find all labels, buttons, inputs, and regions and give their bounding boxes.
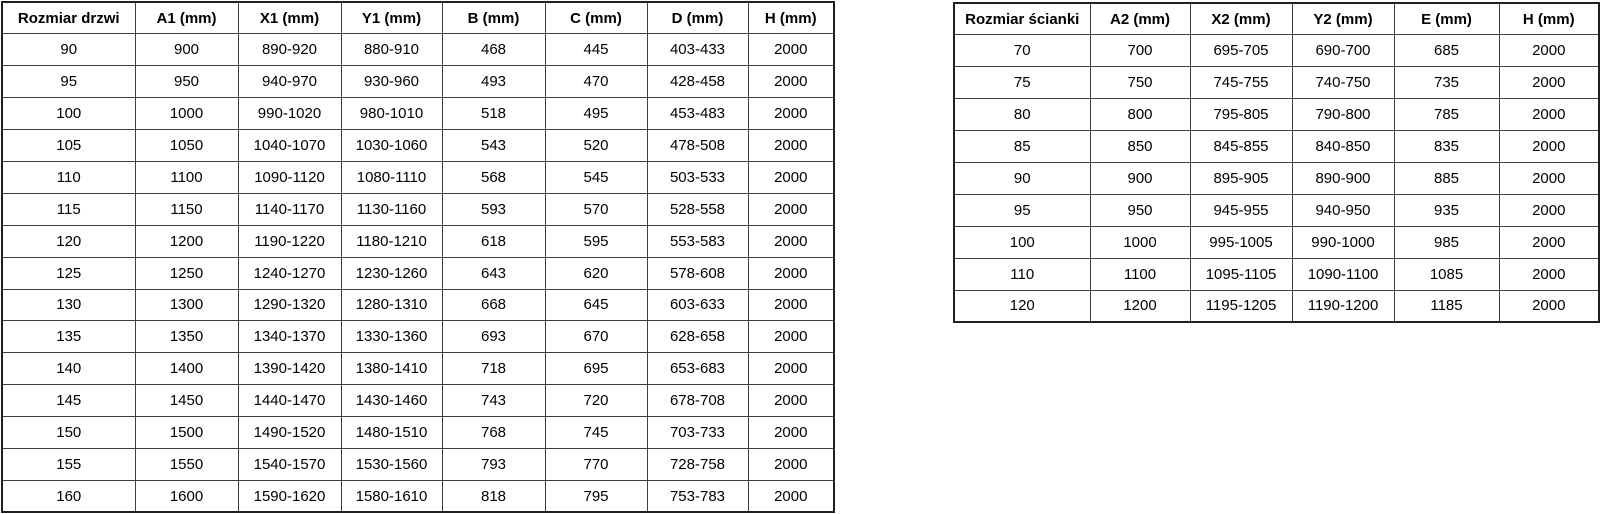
- table-cell: 1190-1220: [238, 225, 341, 257]
- table-cell: 593: [442, 193, 545, 225]
- table-cell: 2000: [748, 385, 834, 417]
- table-row: [954, 258, 1599, 290]
- table-cell: 735: [1394, 67, 1499, 99]
- table-row: [2, 353, 834, 385]
- column-header: H (mm): [1499, 3, 1599, 35]
- table-cell: 670: [545, 321, 647, 353]
- table-cell: 160: [2, 480, 135, 512]
- table-cell: 80: [954, 99, 1090, 131]
- table-cell: 1300: [135, 289, 238, 321]
- table-cell: 568: [442, 161, 545, 193]
- table-cell: 795: [545, 480, 647, 512]
- header-row: [2, 2, 834, 34]
- table-cell: 620: [545, 257, 647, 289]
- table-cell: 720: [545, 385, 647, 417]
- table-cell: 1100: [135, 161, 238, 193]
- column-header: H (mm): [748, 2, 834, 34]
- table-cell: 1150: [135, 193, 238, 225]
- table-cell: 1350: [135, 321, 238, 353]
- table-cell: 940-950: [1292, 194, 1394, 226]
- table-cell: 1380-1410: [341, 353, 442, 385]
- table-cell: 930-960: [341, 66, 442, 98]
- table-cell: 1440-1470: [238, 385, 341, 417]
- table-cell: 120: [2, 225, 135, 257]
- table-cell: 603-633: [647, 289, 748, 321]
- table-cell: 785: [1394, 99, 1499, 131]
- table-cell: 110: [954, 258, 1090, 290]
- table-cell: 2000: [1499, 35, 1599, 67]
- table-cell: 668: [442, 289, 545, 321]
- table-cell: 890-920: [238, 34, 341, 66]
- table-cell: 1450: [135, 385, 238, 417]
- table-cell: 990-1020: [238, 98, 341, 130]
- table-cell: 70: [954, 35, 1090, 67]
- table-row: [954, 162, 1599, 194]
- table-cell: 695: [545, 353, 647, 385]
- table-cell: 595: [545, 225, 647, 257]
- table-cell: 795-805: [1190, 99, 1292, 131]
- table-row: [2, 385, 834, 417]
- column-header: Rozmiar ścianki: [954, 3, 1090, 35]
- table-cell: 1095-1105: [1190, 258, 1292, 290]
- table-cell: 1400: [135, 353, 238, 385]
- table-cell: 818: [442, 480, 545, 512]
- table-cell: 845-855: [1190, 131, 1292, 163]
- table-cell: 2000: [1499, 67, 1599, 99]
- table-cell: 793: [442, 448, 545, 480]
- table-row: [2, 161, 834, 193]
- column-header: A2 (mm): [1090, 3, 1190, 35]
- table-row: [2, 225, 834, 257]
- table-cell: 1000: [135, 98, 238, 130]
- table-cell: 493: [442, 66, 545, 98]
- table-cell: 1430-1460: [341, 385, 442, 417]
- table-cell: 2000: [1499, 226, 1599, 258]
- table-cell: 1140-1170: [238, 193, 341, 225]
- table-cell: 1100: [1090, 258, 1190, 290]
- table-cell: 105: [2, 130, 135, 162]
- table-cell: 75: [954, 67, 1090, 99]
- table-cell: 2000: [1499, 162, 1599, 194]
- table-cell: 2000: [1499, 258, 1599, 290]
- table-cell: 95: [954, 194, 1090, 226]
- table-cell: 1600: [135, 480, 238, 512]
- table-cell: 2000: [1499, 194, 1599, 226]
- table-cell: 150: [2, 417, 135, 449]
- table-row: [2, 417, 834, 449]
- table-cell: 728-758: [647, 448, 748, 480]
- table-cell: 1500: [135, 417, 238, 449]
- table-row: [2, 130, 834, 162]
- door-size-table: [1, 1, 835, 513]
- door-table-header: [2, 2, 834, 34]
- table-cell: 1050: [135, 130, 238, 162]
- table-cell: 935: [1394, 194, 1499, 226]
- table-cell: 645: [545, 289, 647, 321]
- header-row: [954, 3, 1599, 35]
- table-cell: 745-755: [1190, 67, 1292, 99]
- table-cell: 428-458: [647, 66, 748, 98]
- table-cell: 2000: [748, 161, 834, 193]
- table-cell: 2000: [748, 417, 834, 449]
- table-cell: 468: [442, 34, 545, 66]
- table-cell: 1130-1160: [341, 193, 442, 225]
- table-cell: 695-705: [1190, 35, 1292, 67]
- table-cell: 685: [1394, 35, 1499, 67]
- table-cell: 130: [2, 289, 135, 321]
- table-cell: 1090-1100: [1292, 258, 1394, 290]
- column-header: D (mm): [647, 2, 748, 34]
- table-cell: 750: [1090, 67, 1190, 99]
- table-cell: 2000: [748, 353, 834, 385]
- table-cell: 2000: [748, 257, 834, 289]
- table-cell: 990-1000: [1292, 226, 1394, 258]
- table-cell: 1230-1260: [341, 257, 442, 289]
- table-cell: 1280-1310: [341, 289, 442, 321]
- table-cell: 1040-1070: [238, 130, 341, 162]
- table-cell: 140: [2, 353, 135, 385]
- table-cell: 120: [954, 290, 1090, 322]
- table-cell: 545: [545, 161, 647, 193]
- table-cell: 850: [1090, 131, 1190, 163]
- table-cell: 1030-1060: [341, 130, 442, 162]
- table-cell: 543: [442, 130, 545, 162]
- table-cell: 835: [1394, 131, 1499, 163]
- column-header: X1 (mm): [238, 2, 341, 34]
- table-cell: 125: [2, 257, 135, 289]
- column-header: Y2 (mm): [1292, 3, 1394, 35]
- table-cell: 890-900: [1292, 162, 1394, 194]
- table-cell: 618: [442, 225, 545, 257]
- table-cell: 1080-1110: [341, 161, 442, 193]
- column-header: Y1 (mm): [341, 2, 442, 34]
- table-cell: 1290-1320: [238, 289, 341, 321]
- wall-table-header: [954, 3, 1599, 35]
- table-cell: 155: [2, 448, 135, 480]
- table-cell: 553-583: [647, 225, 748, 257]
- table-cell: 1200: [1090, 290, 1190, 322]
- table-cell: 2000: [748, 480, 834, 512]
- door-table-body: [2, 34, 834, 512]
- table-cell: 1240-1270: [238, 257, 341, 289]
- table-cell: 980-1010: [341, 98, 442, 130]
- table-cell: 653-683: [647, 353, 748, 385]
- table-cell: 2000: [748, 289, 834, 321]
- table-row: [954, 131, 1599, 163]
- table-cell: 520: [545, 130, 647, 162]
- table-cell: 628-658: [647, 321, 748, 353]
- table-cell: 95: [2, 66, 135, 98]
- table-cell: 90: [2, 34, 135, 66]
- table-cell: 740-750: [1292, 67, 1394, 99]
- table-cell: 2000: [748, 66, 834, 98]
- wall-table-body: [954, 35, 1599, 322]
- table-cell: 495: [545, 98, 647, 130]
- table-row: [2, 448, 834, 480]
- table-cell: 453-483: [647, 98, 748, 130]
- table-cell: 700: [1090, 35, 1190, 67]
- table-cell: 135: [2, 321, 135, 353]
- table-cell: 1540-1570: [238, 448, 341, 480]
- table-row: [2, 98, 834, 130]
- table-cell: 2000: [1499, 290, 1599, 322]
- table-cell: 2000: [1499, 99, 1599, 131]
- table-cell: 478-508: [647, 130, 748, 162]
- table-cell: 690-700: [1292, 35, 1394, 67]
- wall-size-table: [953, 2, 1600, 323]
- table-cell: 1590-1620: [238, 480, 341, 512]
- table-cell: 800: [1090, 99, 1190, 131]
- column-header: Rozmiar drzwi: [2, 2, 135, 34]
- table-cell: 1250: [135, 257, 238, 289]
- table-cell: 885: [1394, 162, 1499, 194]
- table-row: [2, 257, 834, 289]
- table-cell: 1090-1120: [238, 161, 341, 193]
- table-cell: 880-910: [341, 34, 442, 66]
- table-cell: 2000: [748, 193, 834, 225]
- table-cell: 110: [2, 161, 135, 193]
- table-cell: 2000: [748, 321, 834, 353]
- table-cell: 950: [135, 66, 238, 98]
- table-row: [2, 34, 834, 66]
- table-cell: 1330-1360: [341, 321, 442, 353]
- table-cell: 770: [545, 448, 647, 480]
- table-cell: 2000: [1499, 131, 1599, 163]
- table-cell: 1180-1210: [341, 225, 442, 257]
- table-row: [2, 321, 834, 353]
- table-cell: 1000: [1090, 226, 1190, 258]
- table-cell: 2000: [748, 34, 834, 66]
- table-cell: 2000: [748, 225, 834, 257]
- table-row: [2, 480, 834, 512]
- table-cell: 100: [954, 226, 1090, 258]
- table-cell: 643: [442, 257, 545, 289]
- table-cell: 753-783: [647, 480, 748, 512]
- table-cell: 2000: [748, 130, 834, 162]
- table-cell: 470: [545, 66, 647, 98]
- table-cell: 895-905: [1190, 162, 1292, 194]
- table-cell: 1195-1205: [1190, 290, 1292, 322]
- table-cell: 85: [954, 131, 1090, 163]
- table-cell: 578-608: [647, 257, 748, 289]
- table-cell: 570: [545, 193, 647, 225]
- table-cell: 90: [954, 162, 1090, 194]
- table-cell: 518: [442, 98, 545, 130]
- table-cell: 2000: [748, 98, 834, 130]
- table-row: [954, 35, 1599, 67]
- column-header: X2 (mm): [1190, 3, 1292, 35]
- table-cell: 2000: [748, 448, 834, 480]
- table-cell: 1340-1370: [238, 321, 341, 353]
- table-row: [2, 193, 834, 225]
- table-row: [954, 99, 1599, 131]
- column-header: A1 (mm): [135, 2, 238, 34]
- table-row: [954, 67, 1599, 99]
- table-row: [2, 289, 834, 321]
- table-cell: 940-970: [238, 66, 341, 98]
- table-cell: 100: [2, 98, 135, 130]
- column-header: C (mm): [545, 2, 647, 34]
- table-cell: 1085: [1394, 258, 1499, 290]
- table-cell: 1200: [135, 225, 238, 257]
- table-cell: 115: [2, 193, 135, 225]
- table-cell: 1390-1420: [238, 353, 341, 385]
- table-cell: 900: [135, 34, 238, 66]
- column-header: E (mm): [1394, 3, 1499, 35]
- table-cell: 745: [545, 417, 647, 449]
- table-cell: 840-850: [1292, 131, 1394, 163]
- table-cell: 950: [1090, 194, 1190, 226]
- table-cell: 995-1005: [1190, 226, 1292, 258]
- table-row: [954, 226, 1599, 258]
- table-cell: 945-955: [1190, 194, 1292, 226]
- table-cell: 790-800: [1292, 99, 1394, 131]
- table-cell: 718: [442, 353, 545, 385]
- table-cell: 445: [545, 34, 647, 66]
- table-row: [954, 290, 1599, 322]
- table-cell: 403-433: [647, 34, 748, 66]
- table-cell: 1530-1560: [341, 448, 442, 480]
- table-cell: 1480-1510: [341, 417, 442, 449]
- table-cell: 1190-1200: [1292, 290, 1394, 322]
- table-cell: 768: [442, 417, 545, 449]
- table-cell: 1580-1610: [341, 480, 442, 512]
- table-cell: 1185: [1394, 290, 1499, 322]
- table-row: [2, 66, 834, 98]
- table-cell: 900: [1090, 162, 1190, 194]
- table-cell: 703-733: [647, 417, 748, 449]
- table-cell: 678-708: [647, 385, 748, 417]
- table-cell: 503-533: [647, 161, 748, 193]
- table-cell: 145: [2, 385, 135, 417]
- column-header: B (mm): [442, 2, 545, 34]
- table-cell: 985: [1394, 226, 1499, 258]
- table-cell: 743: [442, 385, 545, 417]
- table-cell: 528-558: [647, 193, 748, 225]
- table-cell: 1550: [135, 448, 238, 480]
- table-cell: 693: [442, 321, 545, 353]
- table-row: [954, 194, 1599, 226]
- table-cell: 1490-1520: [238, 417, 341, 449]
